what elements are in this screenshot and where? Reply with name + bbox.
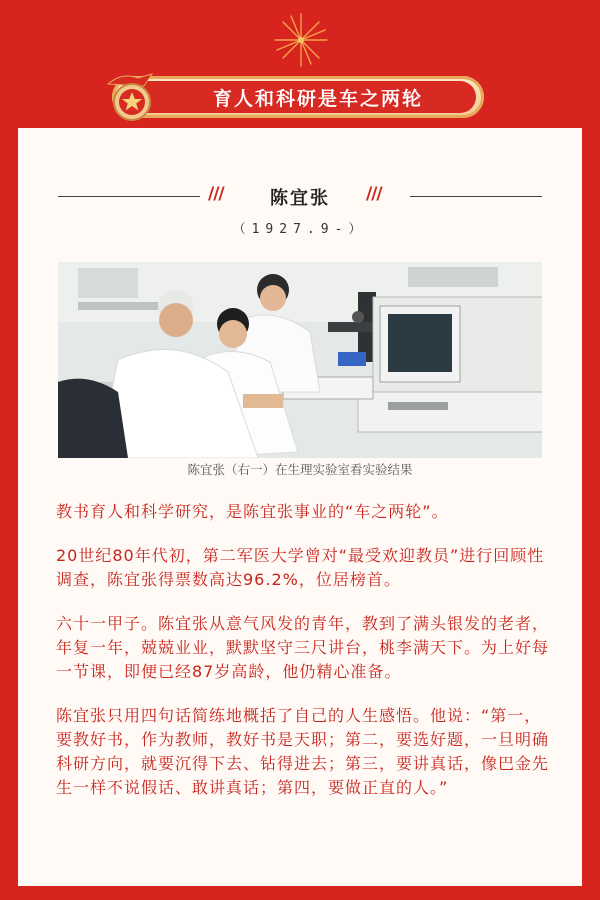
name-heading [18,184,582,208]
section-title: 育人和科研是车之两轮 [212,87,423,110]
lab-photo [58,262,542,458]
paragraph: 六十一甲子。陈宜张从意气风发的青年，教到了满头银发的老者，年复一年，兢兢业业，默默坚守三尺讲台，桃李满天下。为上好每一节课，即便已经87岁高龄，他仍精心准备。 [56,614,550,681]
paragraph: 陈宜张只用四句话简练地概括了自己的人生感悟。他说：“第一，要教好书，作为教师，教好书是天职；第二，要选好题，一旦明确科研方向，就要沉得下去、钻得进去；第三，要讲真话，像巴金先生一样不说假话、敢讲真话；第四，要做正直的人。” [56,706,550,797]
decor-slashes-left: /// [208,184,224,204]
paragraph: 教书育人和科学研究，是陈宜张事业的“车之两轮”。 [56,502,449,521]
decor-slashes-right: /// [366,184,382,204]
person-name: 陈宜张 [270,188,330,209]
paragraph: 20世纪80年代初，第二军医大学曾对“最受欢迎教员”进行回顾性调查，陈宜张得票数高达96.2%，位居榜首。 [56,546,545,589]
section-banner [112,76,484,118]
birth-date: （1927.9-） [232,222,368,237]
divider-left [58,196,200,197]
photo-caption: 陈宜张（右一）在生理实验室看实验结果 [187,462,413,477]
article-body [56,500,552,820]
divider-right [410,196,542,197]
content-card [18,128,582,886]
party-emblem-icon [104,70,160,124]
firework-icon [271,10,331,70]
